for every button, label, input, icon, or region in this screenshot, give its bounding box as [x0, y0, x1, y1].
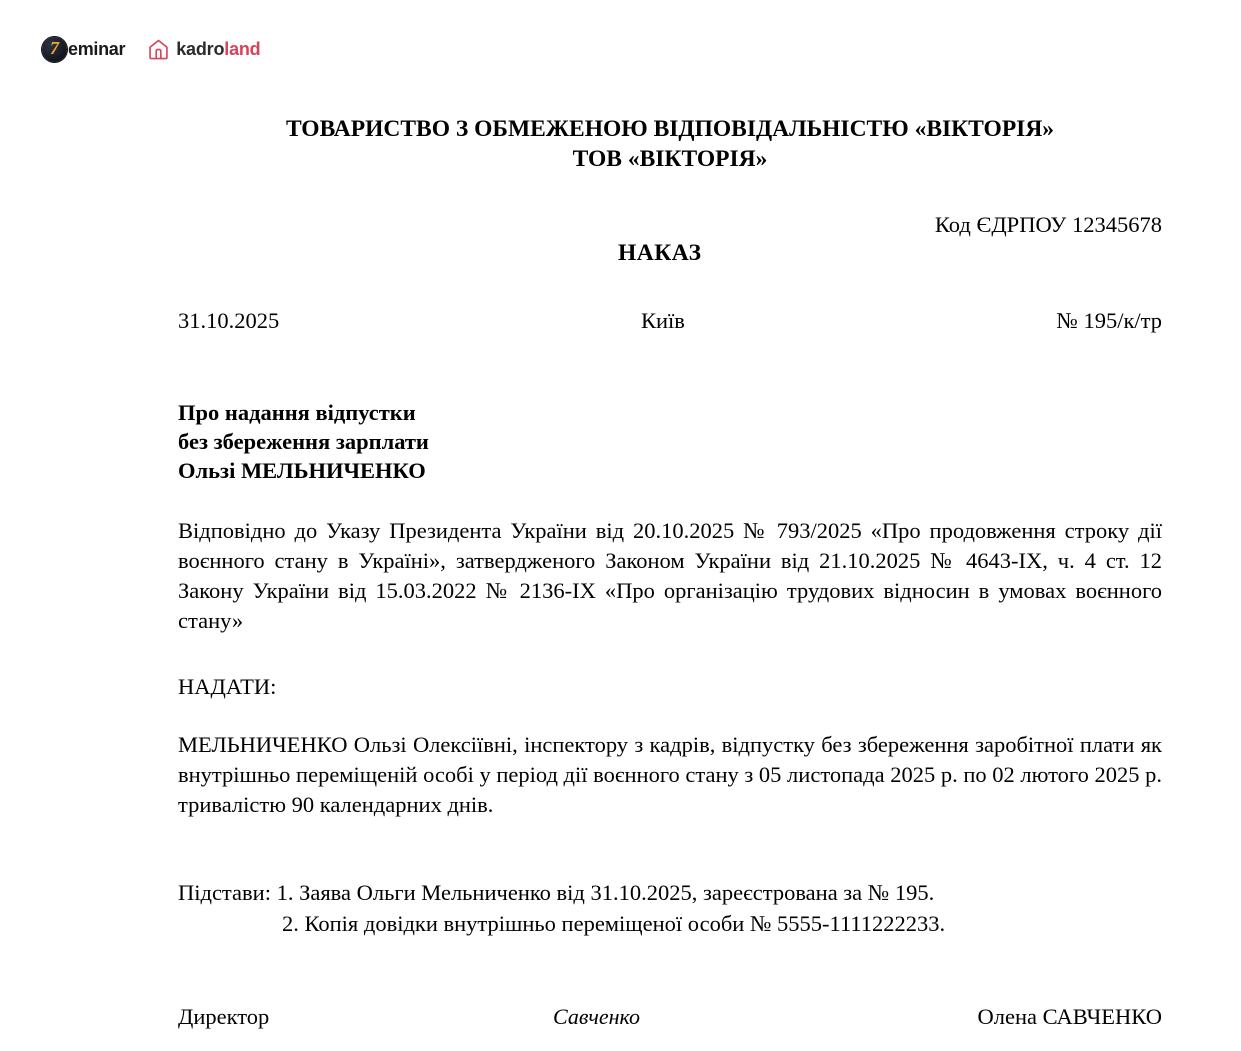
- order-meta-row: [178, 308, 1162, 338]
- basis-block: [178, 877, 1162, 939]
- subject-line-2: без збереження зарплати: [178, 429, 429, 454]
- organization-full-name: ТОВАРИСТВО З ОБМЕЖЕНОЮ ВІДПОВІДАЛЬНІСТЮ «ВІКТОРІЯ»: [285, 116, 1055, 142]
- order-subject: [178, 398, 1162, 485]
- zeminar-logo[interactable]: [42, 37, 125, 62]
- zeminar-circle-icon: [42, 37, 67, 62]
- order-city: Київ: [641, 308, 685, 333]
- handwritten-signature: Савченко: [553, 1004, 641, 1029]
- basis-line-1: Підстави: 1. Заява Ольги Мельниченко від 31.10.2025, зареєстрована за № 195.: [178, 880, 935, 905]
- subject-line-1: Про надання відпустки: [178, 400, 416, 425]
- signer-name: Олена САВЧЕНКО: [977, 1004, 1162, 1029]
- order-date: 31.10.2025: [178, 308, 280, 333]
- zeminar-wordmark: eminar: [68, 38, 126, 59]
- order-number: № 195/к/тр: [1056, 308, 1162, 333]
- legal-basis-paragraph: Відповідно до Указу Президента України від 20.10.2025 № 793/2025 «Про продовження строку дії воєнного стану в Україні», затвердженого Законом України від 21.10.2025 № 4643-IX, ч. 4 ст. 12 Закону України від 15.03.2022 № 2136-IX «Про організацію трудових відносин в умовах воєнного стану»: [178, 518, 1162, 633]
- organization-short-name: ТОВ «ВІКТОРІЯ»: [572, 146, 768, 172]
- signer-position: Директор: [178, 1004, 270, 1029]
- signature-row: [178, 1004, 1162, 1036]
- subject-line-3: Ользі МЕЛЬНИЧЕНКО: [178, 458, 426, 483]
- kadroland-word-dark: kadro: [176, 38, 225, 59]
- edrpou-code: Код ЄДРПОУ 12345678: [934, 212, 1162, 237]
- zeminar-seven-glyph: 7: [50, 38, 59, 58]
- basis-line-2: 2. Копія довідки внутрішньо переміщеної особи № 5555-1111222233.: [282, 911, 946, 936]
- grant-paragraph: МЕЛЬНИЧЕНКО Ользі Олексіївні, інспектору з кадрів, відпустку без збереження заробітної плати як внутрішньо переміщеній особі у період дії воєнного стану з 05 листопада 2025 р. по 02 лютого 2025 р. тривалістю 90 календарних днів.: [178, 732, 1162, 817]
- grant-heading: НАДАТИ:: [178, 674, 277, 699]
- organization-header: [178, 114, 1162, 174]
- order-document: [178, 0, 1162, 1036]
- kadroland-word-red: land: [224, 38, 261, 59]
- kadroland-house-icon: [147, 38, 170, 61]
- document-type-title: НАКАЗ: [618, 240, 702, 266]
- code-and-title-row: [178, 212, 1162, 266]
